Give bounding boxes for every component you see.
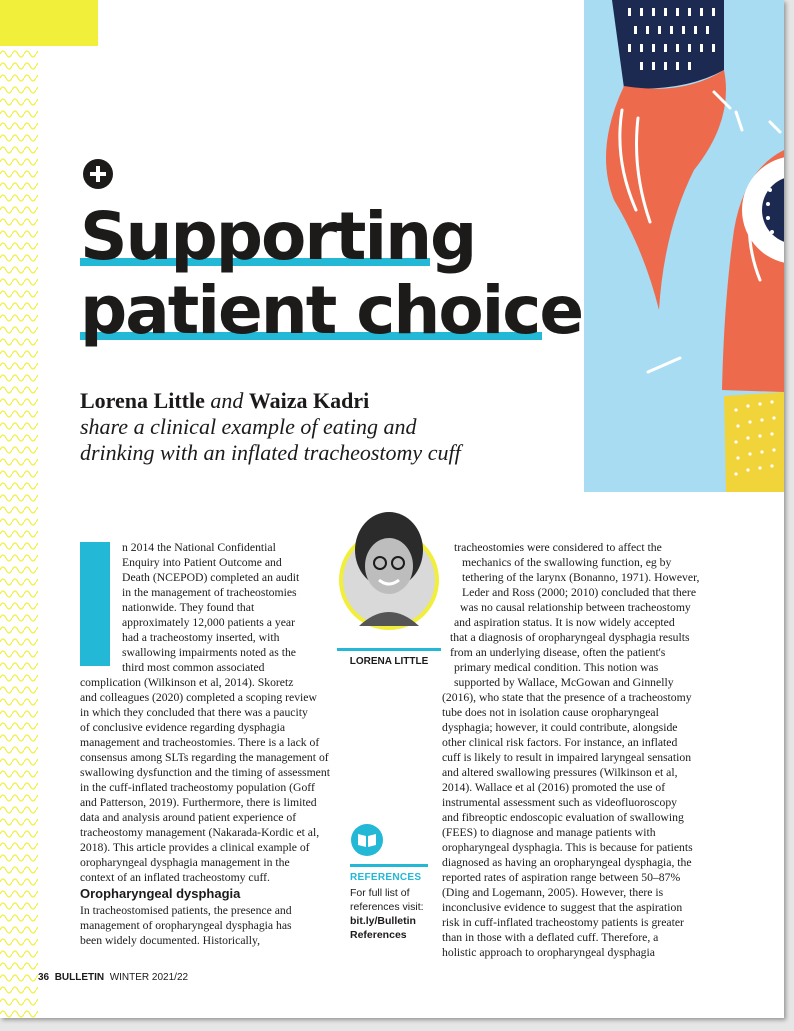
section-heading: Oropharyngeal dysphagia	[80, 886, 241, 901]
references-title: REFERENCES	[350, 872, 422, 883]
body-text-line: was no causal relationship between tracheostomy	[460, 601, 691, 614]
author-portrait	[337, 508, 441, 636]
body-text-line: management and tracheostomies. There is a lack of	[80, 736, 320, 749]
title-line-1: Supporting	[80, 198, 476, 275]
body-text-line: oropharyngeal dysphagia. This is because for patients	[442, 841, 693, 854]
body-text-line: and altered swallowing pressures (Wilkinson et al,	[442, 766, 678, 779]
body-text-line: third most common associated	[122, 661, 265, 674]
body-text-line: swallowing impairments noted as the	[122, 646, 296, 659]
body-text-line: cuff is likely to result in impaired laryngeal sensation	[442, 751, 692, 764]
page-number: 36	[38, 972, 50, 983]
title-line-2: patient choice	[80, 272, 583, 349]
body-text-line: oropharyngeal dysphagia management in the	[80, 856, 290, 869]
body-text-line: consensus among SLTs regarding the management of	[80, 751, 329, 764]
hands-illustration	[584, 0, 784, 492]
body-text-line: been widely documented. Historically,	[80, 934, 261, 947]
author-2: Waiza Kadri	[248, 388, 370, 413]
body-text-line: other clinical risk factors. For instance, an inflated	[442, 736, 678, 749]
references-text	[350, 886, 424, 942]
body-text-line: reported rates of aspiration range between 50–87%	[442, 871, 681, 884]
body-column-2	[442, 540, 699, 960]
body-text-line: and colleagues (2020) completed a scoping review	[80, 691, 317, 704]
body-text-line: swallowing dysfunction and the timing of assessment	[80, 766, 330, 779]
body-text-line: that a diagnosis of oropharyngeal dysphagia results	[450, 631, 690, 644]
body-text-line: tethering of the larynx (Bonanno, 1971). However,	[462, 571, 700, 584]
references-line: references visit:	[350, 901, 424, 913]
body-text-line: (FEES) to diagnose and manage patients with	[442, 826, 656, 839]
body-text-line: instrumental assessment such as videofluoroscopy	[442, 796, 678, 809]
body-text-line: 2014). Wallace et al (2016) promoted the use of	[442, 781, 666, 794]
body-text-line: of conclusive evidence regarding dysphagia	[80, 721, 286, 734]
issue-date: WINTER 2021/22	[109, 972, 189, 983]
body-text-line: risk in cuff-inflated tracheostomy patients is greater	[442, 916, 684, 929]
body-text-line: tracheostomy management (Nakarada-Kordic et al,	[80, 826, 320, 839]
references-divider	[350, 864, 428, 867]
body-text-line: and Patterson, 2019). Furthermore, there is limited	[80, 796, 317, 809]
portrait-caption: LORENA LITTLE	[349, 656, 429, 667]
body-text-line: n 2014 the National Confidential	[122, 541, 276, 554]
body-text-line: and aspiration status. It is now widely accepted	[454, 616, 675, 629]
body-text-line: (Ding and Logemann, 2005). However, there is	[442, 886, 664, 899]
body-text-line: context of an inflated tracheostomy cuff.	[80, 871, 270, 884]
yellow-pattern-strip	[0, 0, 38, 1018]
body-text-line: and fibreoptic endoscopic evaluation of swallowing	[442, 811, 684, 824]
body-text-line: primary medical condition. This notion was	[454, 661, 659, 674]
body-text-line: complication (Wilkinson et al, 2014). Skoretz	[80, 676, 294, 689]
references-link[interactable]: bit.ly/Bulletin	[350, 915, 416, 927]
references-line: For full list of	[350, 887, 410, 899]
body-text-line: from an underlying disease, often the patient's	[450, 646, 666, 659]
body-text-line: supported by Wallace, McGowan and Ginnelly	[454, 676, 674, 689]
body-text-line: In tracheostomised patients, the presence and	[80, 904, 292, 917]
plus-circle-icon	[82, 158, 114, 190]
open-book-icon	[350, 823, 384, 857]
body-text-line: in which they concluded that there was a paucity	[80, 706, 308, 719]
body-text-line: (2016), who state that the presence of a tracheostomy	[442, 691, 692, 704]
body-text-line: management of oropharyngeal dysphagia has	[80, 919, 292, 932]
body-text-line: diagnosed as having an oropharyngeal dysphagia, the	[442, 856, 692, 869]
byline-and: and	[210, 388, 244, 413]
body-text-line: inconclusive evidence to suggest that the aspiration	[442, 901, 683, 914]
body-text-line: had a tracheostomy inserted, with	[122, 631, 280, 644]
body-text-line: data and analysis around patient experience of	[80, 811, 297, 824]
body-text-line: mechanics of the swallowing function, eg by	[462, 556, 672, 569]
author-1: Lorena Little	[80, 388, 205, 413]
body-text-line: 2018). This article provides a clinical example of	[80, 841, 310, 854]
body-text-line: dysphagia; however, it could contribute, alongside	[442, 721, 678, 734]
body-text-line: in the management of tracheostomies	[122, 586, 297, 599]
page-footer	[38, 972, 188, 983]
body-text-line: Death (NCEPOD) completed an audit	[122, 571, 300, 584]
references-link-label: References	[350, 929, 407, 941]
body-text-line: approximately 12,000 patients a year	[122, 616, 295, 629]
magazine-name: BULLETIN	[54, 972, 105, 983]
body-text-line: tracheostomies were considered to affect the	[454, 541, 662, 554]
body-text-line: than in those with a deflated cuff. Therefore, a	[442, 931, 659, 944]
body-text-line: in the cuff-inflated tracheostomy population (Goff	[80, 781, 315, 794]
body-text-line: tube does not in isolation cause oropharyngeal	[442, 706, 659, 719]
portrait-divider	[337, 648, 441, 651]
body-text-line: holistic approach to oropharyngeal dysphagia	[442, 946, 655, 959]
body-text-line: nationwide. They found that	[122, 601, 255, 614]
article-dek: share a clinical example of eating and drinking with an inflated tracheostomy cuff	[80, 414, 461, 465]
byline	[80, 388, 369, 414]
body-text-line: Leder and Ross (2000; 2010) concluded that there	[462, 586, 697, 599]
body-column-1-continued	[80, 903, 292, 948]
body-column-1	[80, 540, 330, 885]
body-text-line: Enquiry into Patient Outcome and	[122, 556, 282, 569]
